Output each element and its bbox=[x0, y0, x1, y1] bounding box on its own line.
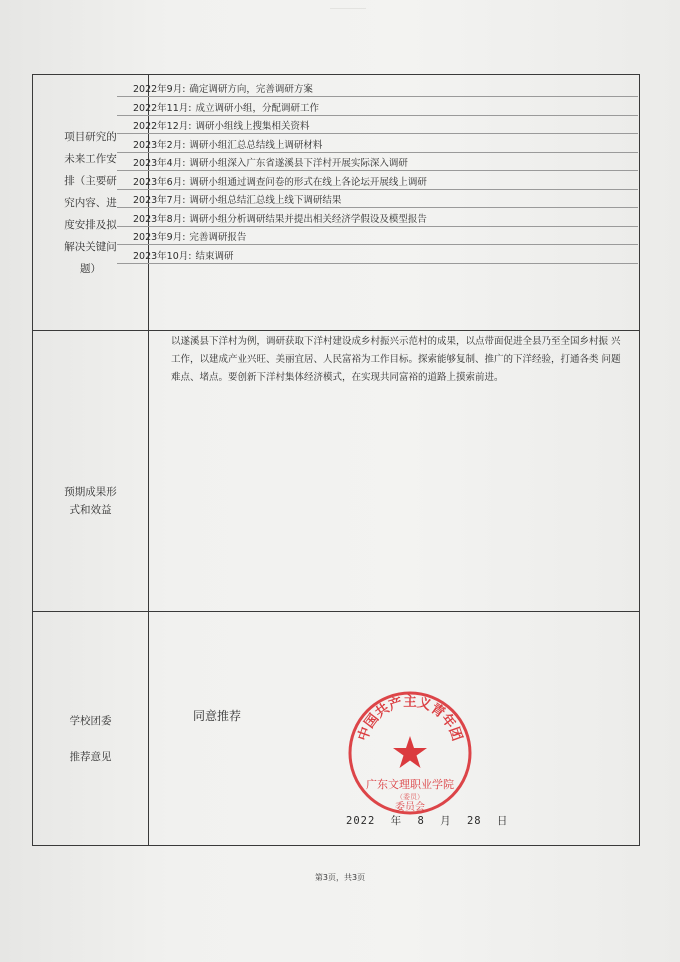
label-line: 预期成果形 bbox=[64, 486, 117, 498]
plan-task: 调研小组线上搜集相关资料 bbox=[195, 121, 310, 132]
plan-date: 2023年7月: bbox=[133, 195, 186, 206]
plan-task: 结束调研 bbox=[195, 250, 234, 262]
plan-row-line bbox=[117, 244, 638, 245]
plan-row-line bbox=[117, 263, 638, 264]
seal-org-line: （委员） bbox=[396, 793, 424, 801]
recommend-label bbox=[33, 612, 148, 845]
seal-org-line: 广东文理职业学院 bbox=[366, 778, 454, 791]
plan-row-line bbox=[117, 226, 638, 227]
outcome-label bbox=[33, 331, 148, 611]
scan-artifact bbox=[330, 0, 366, 9]
plan-date: 2023年4月: bbox=[133, 158, 186, 169]
plan-date: 2023年6月: bbox=[133, 176, 186, 188]
plan-label bbox=[33, 75, 148, 330]
date-month: 8 bbox=[417, 815, 425, 827]
label-line: 项目研究的 bbox=[64, 130, 117, 143]
plan-date: 2023年10月: bbox=[133, 250, 192, 262]
plan-row-line bbox=[117, 152, 638, 153]
plan-row-line bbox=[117, 96, 638, 97]
plan-date: 2023年9月: bbox=[133, 232, 186, 243]
page-footer: 第3页，共3页 bbox=[314, 873, 366, 882]
date-year-unit: 年 bbox=[390, 815, 403, 827]
plan-task: 完善调研报告 bbox=[189, 232, 247, 243]
plan-row-line bbox=[117, 170, 638, 171]
plan-task: 调研小组总结汇总线上线下调研结果 bbox=[189, 195, 342, 206]
plan-row-line bbox=[117, 189, 638, 190]
plan-date: 2022年11月: bbox=[133, 102, 192, 114]
date-month-unit: 月 bbox=[440, 815, 452, 827]
plan-date: 2022年9月: bbox=[133, 84, 186, 95]
plan-task: 确定调研方向，完善调研方案 bbox=[189, 84, 313, 95]
plan-task: 成立调研小组，分配调研工作 bbox=[195, 102, 319, 114]
seal-org-line: 委员会 bbox=[395, 802, 425, 813]
label-line: 推荐意见 bbox=[69, 751, 112, 763]
plan-date: 2023年8月: bbox=[133, 213, 186, 225]
plan-date: 2022年12月: bbox=[133, 121, 192, 132]
seal-outer-text: 中国共产主义青年团 bbox=[354, 694, 466, 744]
label-line: 度安排及拟 bbox=[64, 218, 117, 231]
plan-row-line bbox=[117, 115, 638, 116]
outcome-text: 以遂溪县下洋村为例，调研获取下洋村建设成乡村振兴示范村的成果，以点带面促进全县乃至全国乡村振 兴工作，以建成产业兴旺、美丽宜居、人民富裕为工作目标。探索能够复制、推广的下洋经验，打通各类 问题难点、堵点。要创新下洋村集体经济模式，在实现共同富裕的道路上摸索前进。 bbox=[171, 336, 621, 383]
label-line: 题） bbox=[80, 262, 101, 275]
plan-task: 调研小组深入广东省遂溪县下洋村开展实际深入调研 bbox=[189, 158, 408, 169]
star-icon bbox=[393, 736, 427, 768]
label-line: 排（主要研 bbox=[64, 174, 117, 187]
label-line: 学校团委 bbox=[69, 715, 112, 727]
plan-task: 调研小组汇总总结线上调研材料 bbox=[189, 139, 323, 151]
label-line: 解决关键问 bbox=[64, 240, 117, 253]
plan-task: 调研小组通过调查问卷的形式在线上各论坛开展线上调研 bbox=[189, 176, 427, 188]
official-seal bbox=[345, 688, 475, 818]
label-line: 究内容、进 bbox=[64, 196, 117, 209]
label-line: 未来工作安 bbox=[64, 152, 117, 165]
date-day: 28 bbox=[466, 815, 482, 827]
plan-row-line bbox=[117, 207, 638, 208]
plan-task: 调研小组分析调研结果并提出相关经济学假设及模型报告 bbox=[189, 213, 427, 225]
plan-date: 2023年2月: bbox=[133, 139, 186, 151]
date-year: 2022 bbox=[346, 815, 376, 827]
plan-row-line bbox=[117, 133, 638, 134]
date-day-unit: 日 bbox=[496, 815, 509, 827]
application-form-table bbox=[32, 74, 640, 846]
label-line: 式和效益 bbox=[69, 504, 112, 516]
recommend-text: 同意推荐 bbox=[193, 709, 242, 723]
